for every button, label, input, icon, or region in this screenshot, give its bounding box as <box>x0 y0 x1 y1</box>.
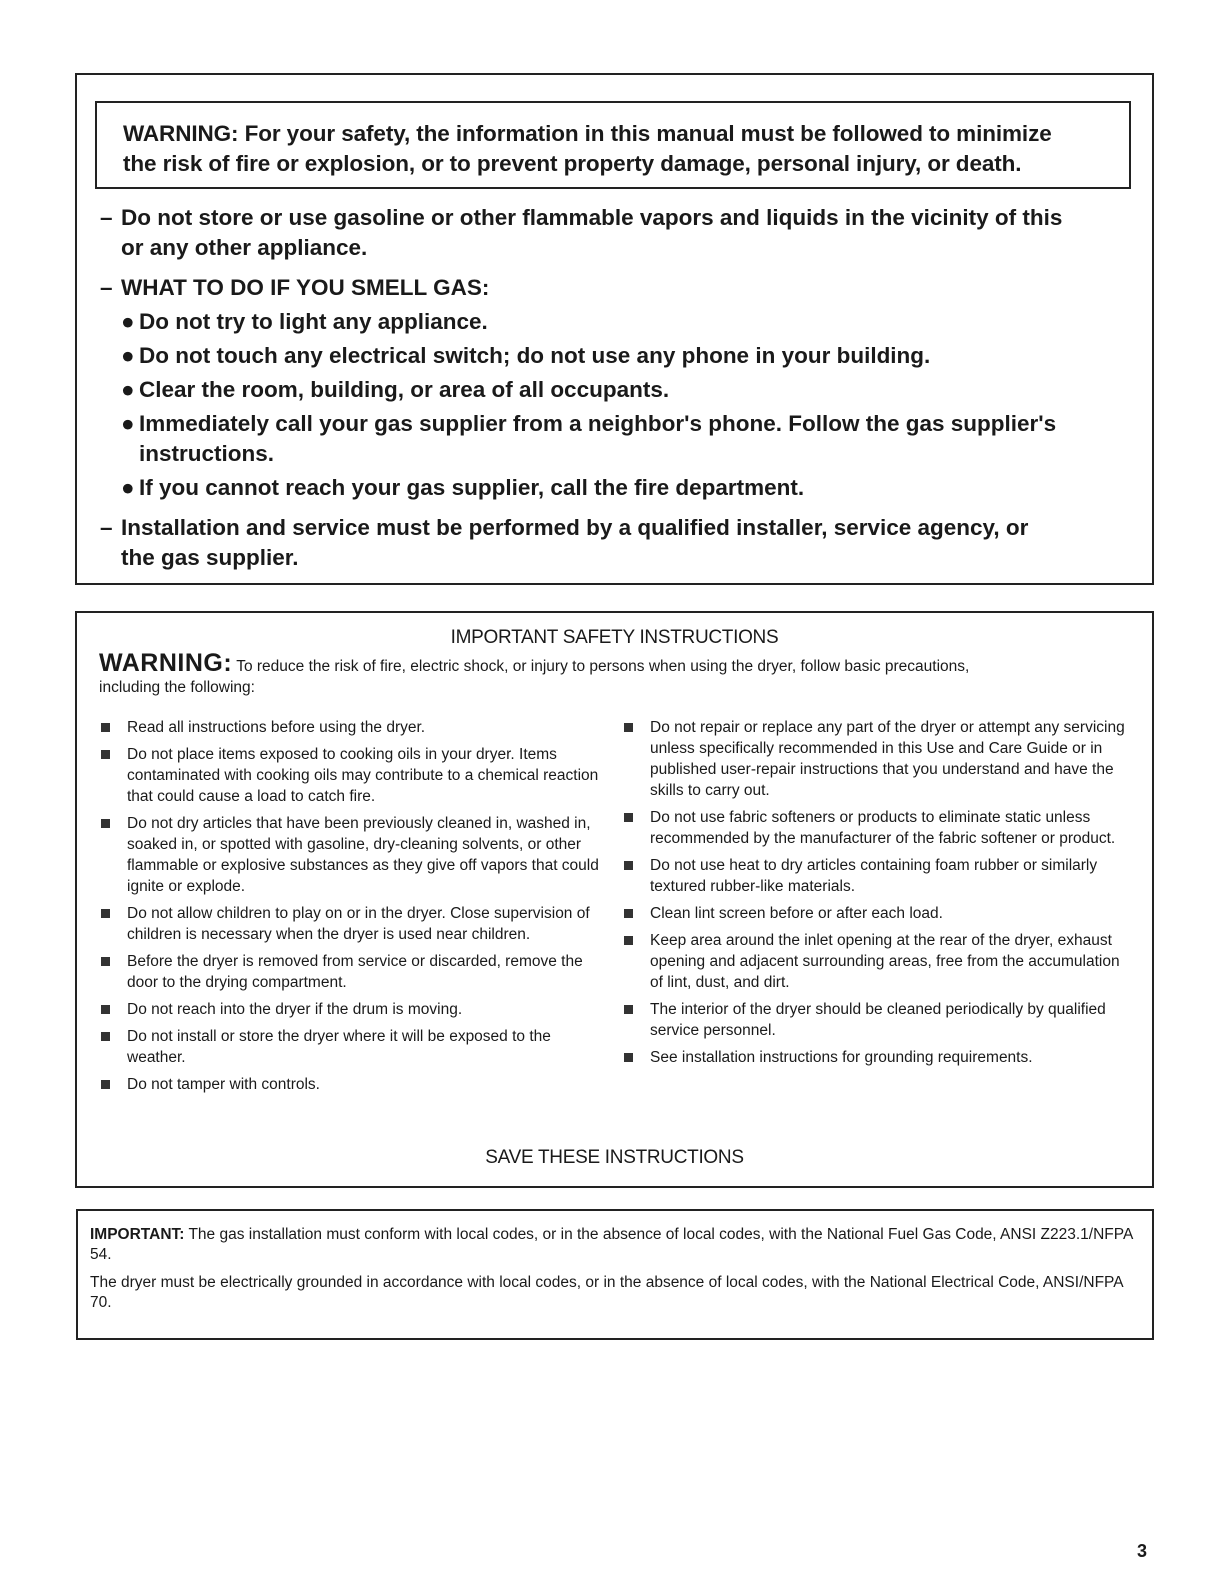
gas-item-smell-gas-title: WHAT TO DO IF YOU SMELL GAS: <box>121 275 490 300</box>
list-item <box>622 930 1132 993</box>
square-bullet-icon <box>99 1026 127 1068</box>
gas-item-installation-line-2: the gas supplier. <box>121 545 299 570</box>
smell-gas-sub-text: If you cannot reach your gas supplier, call the fire department. <box>139 475 805 500</box>
bullet-icon: ● <box>121 377 135 402</box>
list-item-text: Clean lint screen before or after each load. <box>650 905 943 922</box>
list-item <box>622 807 1132 849</box>
safety-instructions-box <box>75 611 1154 1188</box>
list-item <box>622 1047 1132 1068</box>
list-item-text: Keep area around the inlet opening at the rear of the dryer, exhaust opening and adjacent surrounding areas, free from the accumulation of lint, dust, and dirt. <box>650 932 1120 991</box>
square-bullet-icon <box>99 744 127 807</box>
list-item-text: Do not reach into the dryer if the drum is moving. <box>127 1001 463 1018</box>
gas-item-installation <box>100 513 1140 573</box>
page-number: 3 <box>1137 1541 1148 1561</box>
smell-gas-sub-text: Immediately call your gas supplier from a neighbor's phone. Follow the gas supplier's <box>139 411 1057 436</box>
safety-list-left <box>99 717 599 1101</box>
list-item <box>622 717 1132 801</box>
smell-gas-sub-list <box>100 307 1140 503</box>
list-item <box>622 903 1132 924</box>
list-item <box>99 744 599 807</box>
list-item <box>622 855 1132 897</box>
list-item-text: The interior of the dryer should be cleaned periodically by qualified service personnel. <box>650 1001 1106 1039</box>
smell-gas-sub-item <box>100 341 1140 371</box>
gas-warning-header-line-1: WARNING: For your safety, the information in this manual must be followed to minimize <box>123 121 1052 146</box>
smell-gas-sub-text-cont: instructions. <box>139 441 275 466</box>
important-label: IMPORTANT: <box>90 1226 185 1243</box>
smell-gas-sub-item <box>100 307 1140 337</box>
list-item-text: Do not tamper with controls. <box>127 1076 320 1093</box>
square-bullet-icon <box>99 1074 127 1095</box>
safety-list-right <box>622 717 1132 1074</box>
gas-item-smell-gas <box>100 273 1140 503</box>
list-item-text: Do not use fabric softeners or products to eliminate static unless recommended by the manufacturer of the fabric softener or product. <box>650 809 1116 847</box>
square-bullet-icon <box>99 717 127 738</box>
square-bullet-icon <box>99 903 127 945</box>
square-bullet-icon <box>622 1047 650 1068</box>
warning-word: WARNING: <box>99 649 233 677</box>
gas-warning-header-line-2: the risk of fire or explosion, or to prevent property damage, personal injury, or death. <box>123 151 1022 176</box>
bullet-icon: ● <box>121 475 135 500</box>
safety-title: IMPORTANT SAFETY INSTRUCTIONS <box>450 627 779 648</box>
list-item <box>99 1026 599 1068</box>
safety-intro <box>99 649 1139 698</box>
list-item <box>99 951 599 993</box>
safety-intro-line-2: including the following: <box>99 679 255 696</box>
list-item <box>99 813 599 897</box>
list-item <box>99 999 599 1020</box>
bullet-icon: ● <box>121 343 135 368</box>
bullet-icon: ● <box>121 411 135 436</box>
gas-item-flammable-line-2: or any other appliance. <box>121 235 368 260</box>
important-paragraph-2: The dryer must be electrically grounded in accordance with local codes, or in the absence of local codes, with the National Electrical Code, ANSI/NFPA 70. <box>90 1274 1123 1311</box>
list-item <box>622 999 1132 1041</box>
smell-gas-sub-text: Do not touch any electrical switch; do not use any phone in your building. <box>139 343 931 368</box>
square-bullet-icon <box>622 855 650 897</box>
smell-gas-sub-text: Do not try to light any appliance. <box>139 309 488 334</box>
list-item-text: Do not install or store the dryer where it will be exposed to the weather. <box>127 1028 551 1066</box>
square-bullet-icon <box>622 930 650 993</box>
important-text-1: The gas installation must conform with local codes, or in the absence of local codes, with the National Fuel Gas Code, ANSI Z223.1/NFPA 54. <box>90 1226 1133 1263</box>
gas-warning-list <box>100 203 1140 583</box>
square-bullet-icon <box>99 951 127 993</box>
list-item <box>99 903 599 945</box>
smell-gas-sub-item <box>100 409 1140 469</box>
gas-warning-header <box>95 101 1131 189</box>
bullet-icon: ● <box>121 309 135 334</box>
list-item-text: Read all instructions before using the dryer. <box>127 719 426 736</box>
list-item-text: Do not allow children to play on or in the dryer. Close supervision of children is necessary when the dryer is used near children. <box>127 905 590 943</box>
square-bullet-icon <box>622 999 650 1041</box>
dash-marker: – <box>100 515 113 540</box>
list-item <box>99 1074 599 1095</box>
square-bullet-icon <box>99 999 127 1020</box>
square-bullet-icon <box>622 717 650 801</box>
list-item <box>99 717 599 738</box>
dash-marker: – <box>100 205 113 230</box>
list-item-text: Do not use heat to dry articles containing foam rubber or similarly textured rubber-like materials. <box>650 857 1098 895</box>
list-item-text: Before the dryer is removed from service or discarded, remove the door to the drying compartment. <box>127 953 583 991</box>
important-note-box <box>76 1209 1154 1340</box>
square-bullet-icon <box>622 903 650 924</box>
dash-marker: – <box>100 275 113 300</box>
important-paragraph-1 <box>90 1225 1140 1265</box>
save-instructions: SAVE THESE INSTRUCTIONS <box>485 1147 744 1168</box>
square-bullet-icon <box>622 807 650 849</box>
gas-item-flammable-line-1: Do not store or use gasoline or other flammable vapors and liquids in the vicinity of this <box>121 205 1063 230</box>
smell-gas-sub-item <box>100 375 1140 405</box>
safety-intro-line-1: To reduce the risk of fire, electric shock, or injury to persons when using the dryer, follow basic precautions, <box>236 658 970 675</box>
list-item-text: Do not repair or replace any part of the dryer or attempt any servicing unless specifically recommended in this Use and Care Guide or in published user-repair instructions that you understand and have the skills to carry out. <box>650 719 1125 799</box>
smell-gas-sub-item <box>100 473 1140 503</box>
gas-item-installation-line-1: Installation and service must be performed by a qualified installer, service agency, or <box>121 515 1029 540</box>
list-item-text: Do not dry articles that have been previously cleaned in, washed in, soaked in, or spotted with gasoline, dry-cleaning solvents, or other flammable or explosive substances as they give off vapors that could ignite or explode. <box>127 815 599 895</box>
smell-gas-sub-text: Clear the room, building, or area of all occupants. <box>139 377 670 402</box>
gas-warning-box <box>75 73 1154 585</box>
list-item-text: See installation instructions for grounding requirements. <box>650 1049 1033 1066</box>
gas-item-flammable <box>100 203 1140 263</box>
square-bullet-icon <box>99 813 127 897</box>
list-item-text: Do not place items exposed to cooking oils in your dryer. Items contaminated with cooking oils may contribute to a chemical reaction that could cause a load to catch fire. <box>127 746 599 805</box>
